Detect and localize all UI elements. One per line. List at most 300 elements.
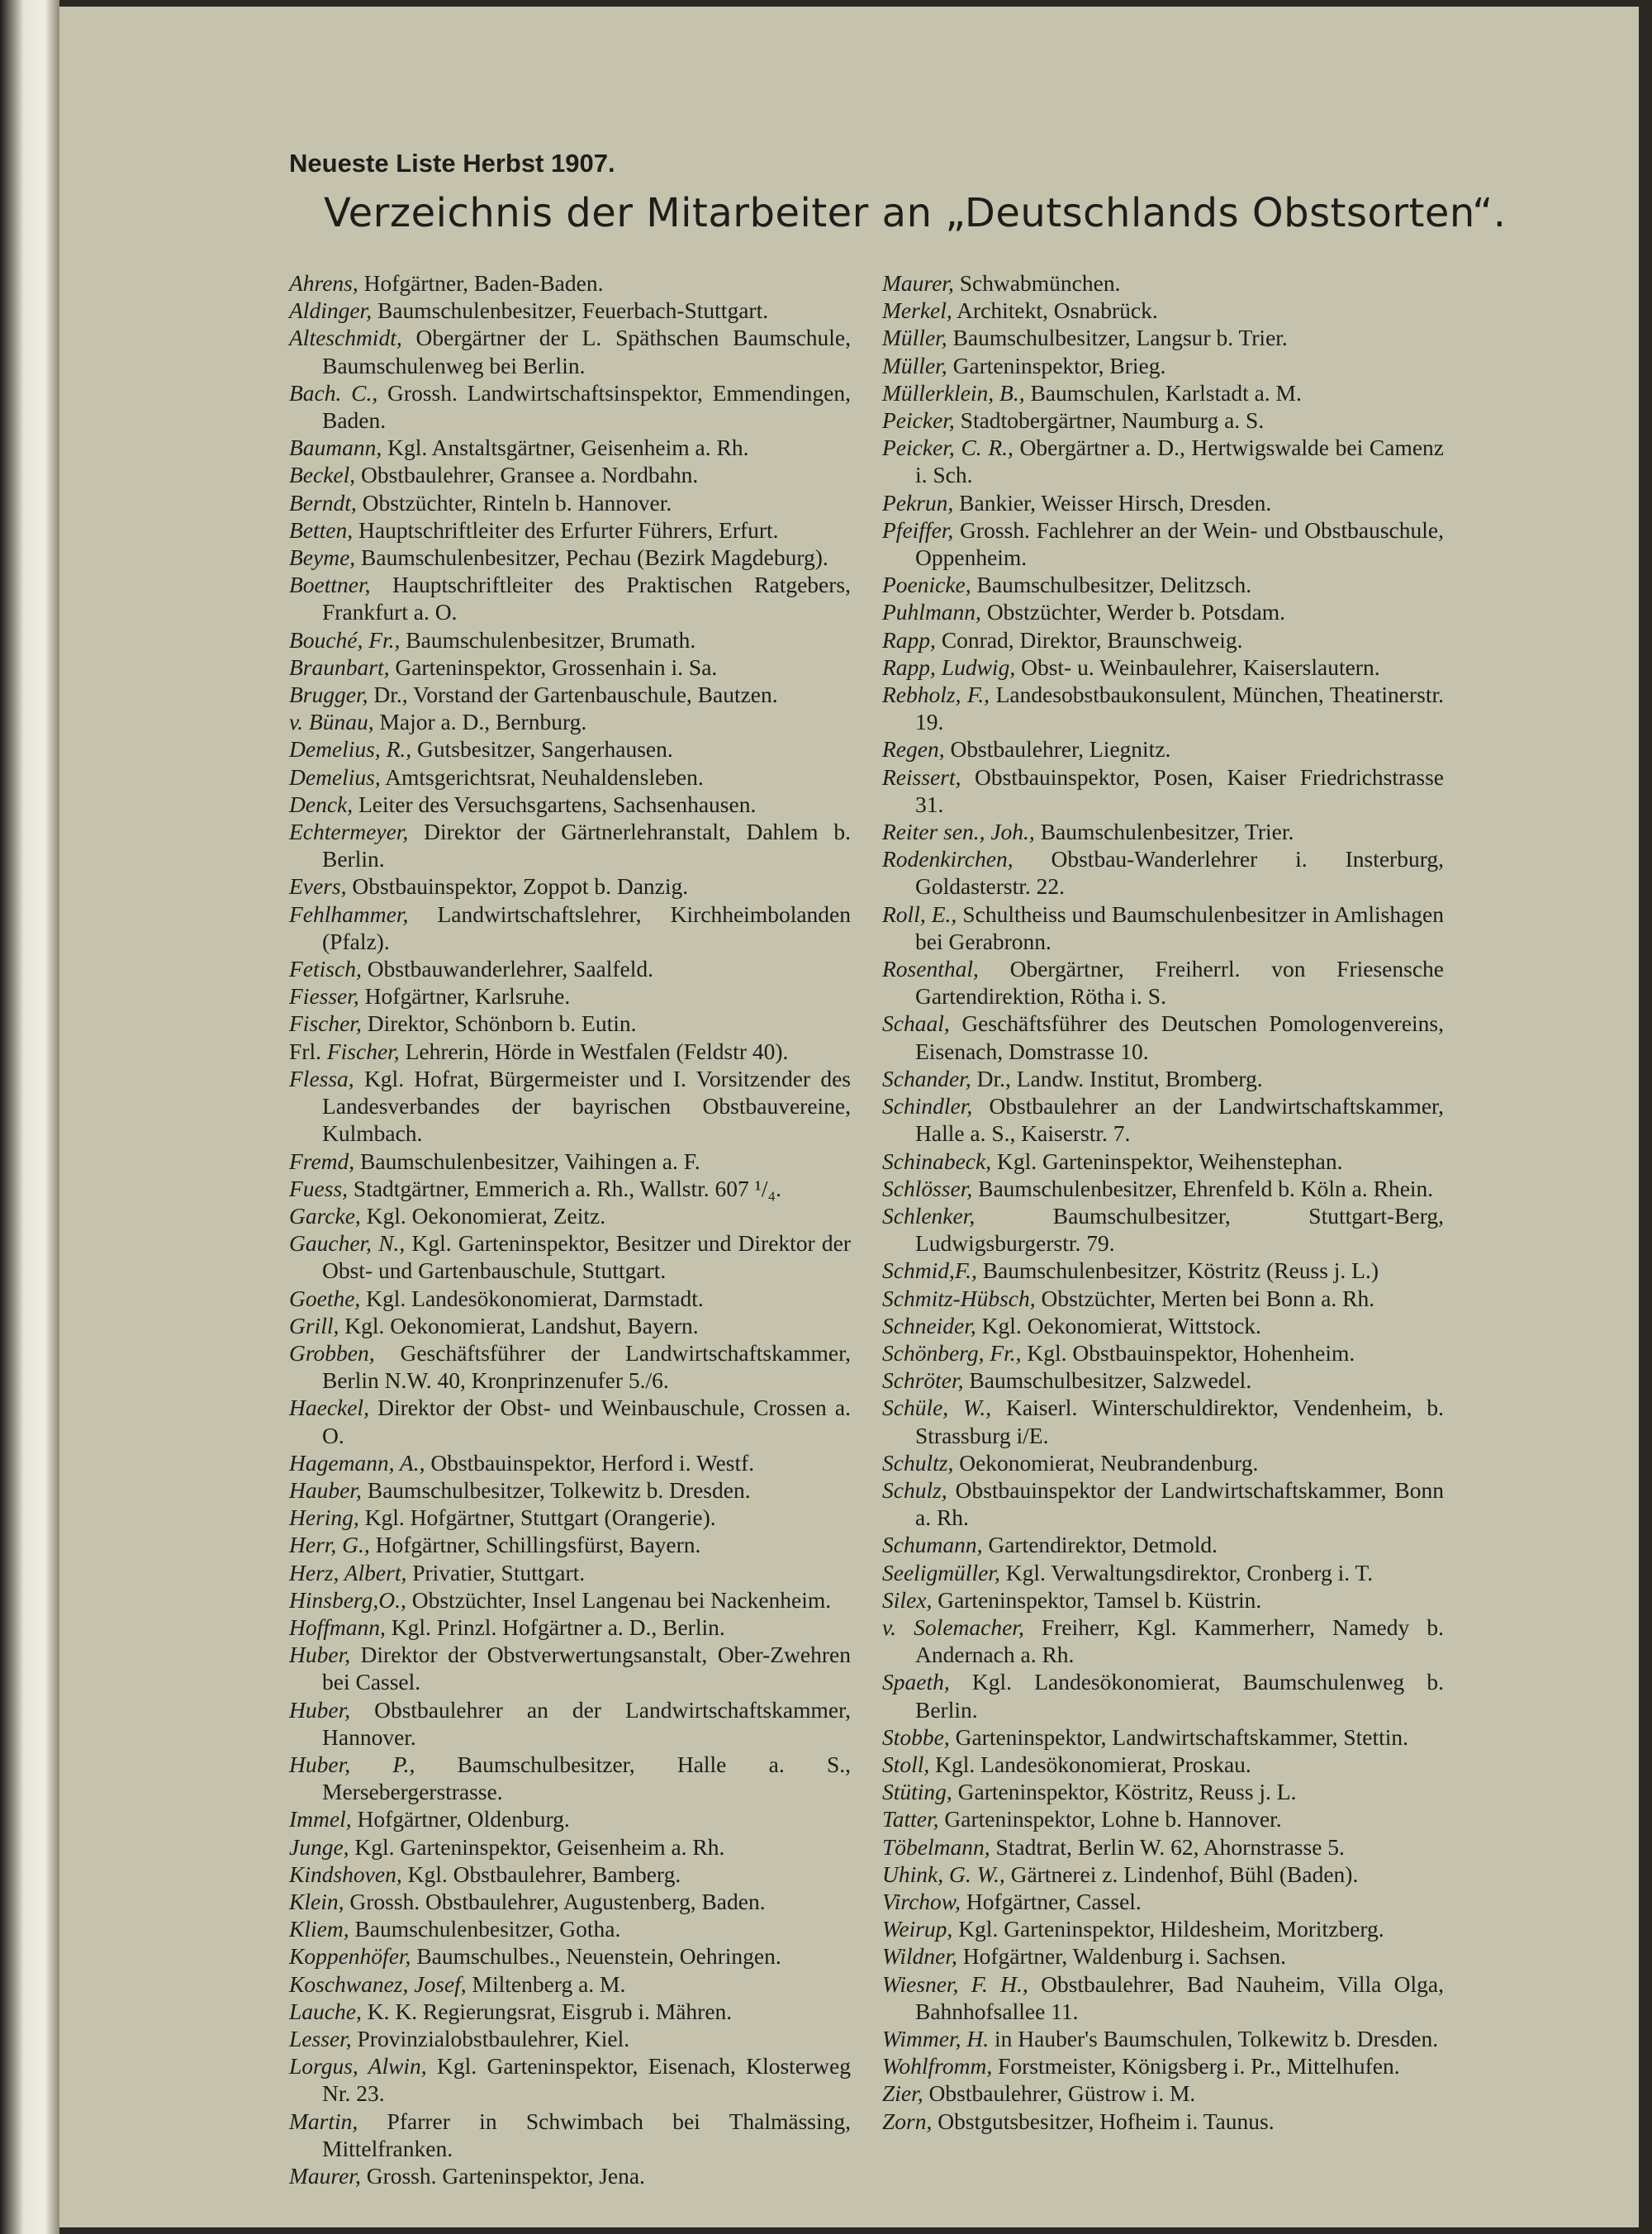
entry-name: Schinabeck, xyxy=(882,1148,992,1174)
entry-details: Obstbaulehrer an der Landwirtschaftskammer, Halle a. S., Kaiserstr. 7. xyxy=(915,1093,1444,1147)
list-entry xyxy=(289,1696,851,1751)
list-entry xyxy=(882,1915,1444,1942)
entry-details: Kgl. Prinzl. Hofgärtner a. D., Berlin. xyxy=(385,1614,725,1640)
entry-details: Conrad, Direktor, Braunschweig. xyxy=(935,626,1243,653)
list-entry xyxy=(289,654,851,681)
entry-name: Maurer, xyxy=(289,2163,361,2189)
entry-details: Baumschulbesitzer, Delitzsch. xyxy=(971,572,1252,598)
entry-details: Hofgärtner, Oldenburg. xyxy=(351,1806,570,1832)
list-entry xyxy=(882,406,1444,434)
entry-details: Kgl. Hofrat, Bürgermeister und I. Vorsitzender des Landesverbandes der bayrischen Obstbauvereine, Kulmbach. xyxy=(322,1065,851,1147)
entry-details: Baumschulenbesitzer, Brumath. xyxy=(400,626,696,653)
entry-details: Obergärtner a. D., Hertwigswalde bei Camenz i. Sch. xyxy=(915,435,1444,488)
list-entry xyxy=(289,1285,851,1312)
entry-details: Baumschulenbesitzer, Köstritz (Reuss j. L.) xyxy=(976,1257,1379,1284)
entry-details: Gartendirektor, Detmold. xyxy=(982,1532,1218,1558)
entry-name: Koschwanez, Josef, xyxy=(289,1970,467,1997)
entry-name: Uhink, G. W., xyxy=(882,1861,1005,1887)
entry-details: Garteninspektor, Grossenhain i. Sa. xyxy=(389,654,718,680)
entry-details: Obstzüchter, Rinteln b. Hannover. xyxy=(356,489,672,516)
entry-details: in Hauber's Baumschulen, Tolkewitz b. Dresden. xyxy=(989,2026,1439,2051)
entry-name: Berndt, xyxy=(289,489,357,516)
entry-details: Stadtgärtner, Emmerich a. Rh., Wallstr. 607 ¹/₄. xyxy=(348,1175,782,1201)
entry-name: Boettner, xyxy=(289,572,371,598)
entry-details: Baumschulbesitzer, Salzwedel. xyxy=(963,1367,1252,1394)
entry-name: Schmitz-Hübsch, xyxy=(882,1285,1036,1311)
entry-name: Schander, xyxy=(882,1065,971,1091)
entry-details: Garteninspektor, Lohne b. Hannover. xyxy=(938,1806,1282,1832)
list-entry xyxy=(882,269,1444,297)
entry-details: Obstbaulehrer, Gransee a. Nordbahn. xyxy=(355,462,699,488)
list-entry xyxy=(882,2052,1444,2080)
entry-details: Hauptschriftleiter des Erfurter Führers, Erfurt. xyxy=(353,516,779,543)
entry-prefix: Frl. xyxy=(289,1038,327,1064)
list-entry xyxy=(289,1312,851,1339)
entry-name: Maurer, xyxy=(882,270,954,296)
entry-name: Bouché, Fr., xyxy=(289,626,401,653)
entry-name: Reiter sen., Joh., xyxy=(882,819,1035,845)
entry-name: Zier, xyxy=(882,2080,923,2107)
entry-details: Grossh. Obstbaulehrer, Augustenberg, Baden. xyxy=(344,1888,766,1914)
entry-details: Geschäftsführer der Landwirtschaftskammer, Berlin N.W. 40, Kronprinzenufer 5./6. xyxy=(322,1339,851,1394)
entry-details: Architekt, Osnabrück. xyxy=(952,297,1158,324)
list-entry xyxy=(882,763,1444,818)
list-entry xyxy=(289,1614,851,1641)
list-entry xyxy=(289,1449,851,1476)
entry-name: Echtermeyer, xyxy=(289,819,409,845)
list-entry xyxy=(882,1339,1444,1367)
list-entry xyxy=(882,1148,1444,1175)
entry-name: Rosenthal, xyxy=(882,956,979,982)
entry-name: Müller, xyxy=(882,352,947,378)
list-entry xyxy=(289,1038,851,1065)
entry-name: Lorgus, Alwin, xyxy=(289,2053,427,2080)
entry-name: Schulz, xyxy=(882,1476,947,1503)
list-entry xyxy=(289,2162,851,2189)
entry-details: Garteninspektor, Tamsel b. Küstrin. xyxy=(932,1586,1262,1613)
entry-details: Baumschulenbesitzer, Trier. xyxy=(1034,819,1294,845)
list-entry xyxy=(882,1065,1444,1092)
list-entry xyxy=(289,1751,851,1805)
list-entry xyxy=(289,1339,851,1394)
list-entry xyxy=(289,1148,851,1175)
entry-name: Grobben, xyxy=(289,1339,375,1366)
list-entry xyxy=(882,818,1444,845)
list-entry xyxy=(289,1394,851,1448)
entry-name: Schönberg, Fr., xyxy=(882,1339,1022,1366)
list-entry xyxy=(882,571,1444,598)
list-entry xyxy=(289,1641,851,1695)
entry-name: Evers, xyxy=(289,873,347,900)
entry-name: Fetisch, xyxy=(289,956,362,982)
entry-details: Kgl. Garteninspektor, Eisenach, Klosterweg Nr. 23. xyxy=(322,2053,851,2107)
entry-details: Dr., Landw. Institut, Bromberg. xyxy=(971,1065,1263,1091)
entry-name: Lauche, xyxy=(289,1998,362,2024)
entry-details: Hofgärtner, Waldenburg i. Sachsen. xyxy=(957,1943,1287,1970)
entry-details: Oekonomierat, Neubrandenburg. xyxy=(953,1449,1259,1476)
list-entry xyxy=(882,1449,1444,1476)
entry-details: Obstbauinspektor der Landwirtschaftskammer, Bonn a. Rh. xyxy=(915,1476,1444,1531)
list-entry xyxy=(882,1614,1444,1668)
list-entry xyxy=(882,324,1444,351)
entry-name: Schlösser, xyxy=(882,1175,973,1201)
entry-details: Landwirtschaftslehrer, Kirchheimbolanden (Pfalz). xyxy=(322,901,851,954)
book-binding xyxy=(0,0,59,2234)
entry-details: Kgl. Verwaltungsdirektor, Cronberg i. T. xyxy=(999,1559,1374,1585)
list-entry xyxy=(289,1805,851,1832)
entry-name: Schumann, xyxy=(882,1532,983,1558)
entry-name: Pekrun, xyxy=(882,489,954,516)
entry-name: Weirup, xyxy=(882,1916,953,1942)
entry-name: Müllerklein, B., xyxy=(882,379,1025,406)
list-entry xyxy=(289,763,851,791)
list-entry xyxy=(289,1559,851,1586)
entry-details: Kgl. Garteninspektor, Weihenstephan. xyxy=(991,1148,1343,1174)
entry-details: Major a. D., Bernburg. xyxy=(373,709,587,735)
entry-name: Hagemann, A., xyxy=(289,1449,425,1476)
entry-details: Baumschulen, Karlstadt a. M. xyxy=(1024,379,1302,406)
list-entry xyxy=(882,1805,1444,1832)
entry-details: Kgl. Hofgärtner, Stuttgart (Orangerie). xyxy=(358,1504,716,1531)
entry-details: Geschäftsführer des Deutschen Pomologenvereins, Eisenach, Domstrasse 10. xyxy=(915,1010,1444,1064)
entry-name: Koppenhöfer, xyxy=(289,1943,411,1970)
entry-details: Obst- u. Weinbaulehrer, Kaiserslautern. xyxy=(1015,654,1380,680)
list-entry xyxy=(882,1586,1444,1614)
list-entry xyxy=(289,544,851,571)
entry-details: Obstzüchter, Insel Langenau bei Nackenheim. xyxy=(406,1586,832,1613)
entry-name: Haeckel, xyxy=(289,1395,369,1421)
entry-name: v. Solemacher, xyxy=(882,1614,1024,1640)
entry-details: Obergärtner, Freiherrl. von Friesensche Gartendirektion, Rötha i. S. xyxy=(915,956,1444,1010)
entry-name: Fiesser, xyxy=(289,983,359,1010)
entry-name: Grill, xyxy=(289,1312,339,1338)
page-title: Verzeichnis der Mitarbeiter an „Deutschlands Obstsorten“. xyxy=(324,190,1507,236)
entry-details: Direktor der Obstverwertungsanstalt, Ober-Zwehren bei Cassel. xyxy=(322,1642,851,1695)
entry-name: Denck, xyxy=(289,791,354,817)
left-column xyxy=(289,269,851,2189)
entry-details: Obstgutsbesitzer, Hofheim i. Taunus. xyxy=(932,2108,1275,2134)
list-entry xyxy=(289,324,851,378)
list-entry xyxy=(882,1285,1444,1312)
list-entry xyxy=(882,1888,1444,1915)
list-entry xyxy=(882,1942,1444,1970)
list-entry xyxy=(289,791,851,818)
entry-details: Kgl. Oekonomierat, Zeitz. xyxy=(360,1202,606,1229)
list-entry xyxy=(289,626,851,654)
entry-name: Puhlmann, xyxy=(882,599,981,625)
entry-details: Grossh. Garteninspektor, Jena. xyxy=(360,2163,645,2189)
entry-name: Demelius, R., xyxy=(289,736,412,763)
entry-name: Wimmer, H. xyxy=(882,2026,990,2051)
entry-details: Leiter des Versuchsgartens, Sachsenhausen. xyxy=(353,791,757,817)
list-entry xyxy=(289,2108,851,2162)
list-entry xyxy=(882,901,1444,955)
list-entry xyxy=(289,1942,851,1970)
entry-name: Schröter, xyxy=(882,1367,964,1394)
entry-name: Hauber, xyxy=(289,1476,362,1503)
entry-details: Hauptschriftleiter des Praktischen Ratgebers, Frankfurt a. O. xyxy=(322,572,851,625)
entry-details: Obstbau-Wanderlehrer i. Insterburg, Goldasterstr. 22. xyxy=(915,846,1444,900)
list-entry xyxy=(882,1202,1444,1257)
entry-details: Kgl. Garteninspektor, Hildesheim, Moritzberg. xyxy=(952,1916,1384,1942)
entry-details: Baumschulenbesitzer, Gotha. xyxy=(349,1916,621,1942)
entry-details: Kgl. Obstbaulehrer, Bamberg. xyxy=(401,1861,681,1887)
list-entry xyxy=(289,1888,851,1915)
entry-name: Schneider, xyxy=(882,1312,976,1338)
entry-name: Fischer, xyxy=(289,1010,362,1037)
entry-name: Kindshoven, xyxy=(289,1861,402,1887)
list-entry xyxy=(289,982,851,1010)
entry-details: Obstbauinspektor, Posen, Kaiser Friedrichstrasse 31. xyxy=(915,763,1444,817)
list-entry xyxy=(882,1723,1444,1751)
entry-name: Regen, xyxy=(882,736,945,763)
entry-details: Baumschulenbesitzer, Ehrenfeld b. Köln a. Rhein. xyxy=(972,1175,1434,1201)
entry-name: Wiesner, F. H., xyxy=(882,1970,1028,1997)
entry-details: Forstmeister, Königsberg i. Pr., Mittelhufen. xyxy=(992,2053,1400,2080)
list-entry xyxy=(882,2108,1444,2135)
entry-details: Obstzüchter, Merten bei Bonn a. Rh. xyxy=(1035,1285,1375,1311)
entry-details: Hofgärtner, Baden-Baden. xyxy=(358,270,604,296)
entry-name: Hinsberg,O., xyxy=(289,1586,406,1613)
list-entry xyxy=(289,1970,851,1998)
entry-details: Obstbauwanderlehrer, Saalfeld. xyxy=(361,956,654,982)
entry-name: Braunbart, xyxy=(289,654,390,680)
entry-name: Spaeth, xyxy=(882,1669,950,1695)
entry-name: Huber, P., xyxy=(289,1751,415,1777)
entry-details: Obergärtner der L. Späthschen Baumschule, Baumschulenweg bei Berlin. xyxy=(322,325,851,378)
list-entry xyxy=(289,2025,851,2052)
entry-name: Rodenkirchen, xyxy=(882,846,1014,872)
entry-details: Garteninspektor, Landwirtschaftskammer, Stettin. xyxy=(949,1723,1409,1750)
list-entry xyxy=(289,516,851,544)
list-entry xyxy=(289,681,851,708)
entry-name: Hoffmann, xyxy=(289,1614,386,1640)
entry-name: Stobbe, xyxy=(882,1723,950,1750)
list-entry xyxy=(882,1778,1444,1805)
list-entry xyxy=(882,1010,1444,1064)
list-entry xyxy=(882,1257,1444,1284)
list-entry xyxy=(882,681,1444,735)
list-entry xyxy=(882,1861,1444,1888)
list-entry xyxy=(289,1861,851,1888)
list-entry xyxy=(882,434,1444,488)
entry-details: Stadtobergärtner, Naumburg a. S. xyxy=(954,407,1265,434)
entry-details: Kaiserl. Winterschuldirektor, Vendenheim, b. Strassburg i/E. xyxy=(915,1395,1444,1448)
list-entry xyxy=(882,845,1444,900)
entry-name: Seeligmüller, xyxy=(882,1559,1000,1585)
entry-name: Junge, xyxy=(289,1833,349,1860)
entry-name: Virchow, xyxy=(882,1888,961,1914)
list-entry xyxy=(882,654,1444,681)
list-entry xyxy=(882,1175,1444,1202)
entry-name: Rapp, xyxy=(882,626,936,653)
entry-name: Reissert, xyxy=(882,763,961,790)
entry-details: Obstbaulehrer, Liegnitz. xyxy=(944,736,1171,763)
entry-name: Schüle, W., xyxy=(882,1395,992,1421)
entry-details: Garteninspektor, Köstritz, Reuss j. L. xyxy=(952,1779,1297,1805)
list-entry xyxy=(289,818,851,872)
entry-details: Kgl. Obstbauinspektor, Hohenheim. xyxy=(1021,1339,1355,1366)
list-entry xyxy=(289,1915,851,1942)
entry-name: Tatter, xyxy=(882,1806,939,1832)
entry-name: Klein, xyxy=(289,1888,344,1914)
list-entry xyxy=(882,735,1444,763)
entry-details: Kgl. Garteninspektor, Geisenheim a. Rh. xyxy=(349,1833,725,1860)
list-entry xyxy=(289,1504,851,1531)
entry-details: Obstbauinspektor, Zoppot b. Danzig. xyxy=(346,873,689,900)
entry-name: Schmid,F., xyxy=(882,1257,977,1284)
entry-name: Silex, xyxy=(882,1586,933,1613)
entry-name: Poenicke, xyxy=(882,572,971,598)
entry-details: Kgl. Oekonomierat, Landshut, Bayern. xyxy=(339,1312,699,1338)
entry-details: Hofgärtner, Karlsruhe. xyxy=(358,983,571,1010)
entry-details: Kgl. Landesökonomierat, Proskau. xyxy=(929,1751,1251,1777)
entry-details: Baumschulbes., Neuenstein, Oehringen. xyxy=(411,1943,781,1970)
list-entry xyxy=(289,1998,851,2025)
entry-name: Rapp, Ludwig, xyxy=(882,654,1016,680)
entry-name: Huber, xyxy=(289,1696,351,1723)
entry-details: Gärtnerei z. Lindenhof, Bühl (Baden). xyxy=(1004,1861,1359,1887)
entry-details: Baumschulenbesitzer, Feuerbach-Stuttgart. xyxy=(372,297,769,324)
entry-name: Fremd, xyxy=(289,1148,355,1174)
entry-name: Peicker, C. R., xyxy=(882,435,1014,461)
entry-details: Kgl. Oekonomierat, Wittstock. xyxy=(976,1312,1261,1338)
entry-details: Direktor, Schönborn b. Eutin. xyxy=(361,1010,637,1037)
entry-name: Bach. C., xyxy=(289,379,378,406)
list-entry xyxy=(289,489,851,516)
entry-name: Herz, Albert, xyxy=(289,1559,407,1585)
list-entry xyxy=(289,2052,851,2107)
entry-details: Miltenberg a. M. xyxy=(466,1970,626,1997)
list-entry xyxy=(882,626,1444,654)
list-entry xyxy=(289,269,851,297)
list-entry xyxy=(289,1175,851,1202)
entry-details: Provinzialobstbaulehrer, Kiel. xyxy=(351,2026,630,2051)
entry-name: Garcke, xyxy=(289,1202,361,1229)
list-entry xyxy=(882,1559,1444,1586)
entry-details: Baumschulbesitzer, Langsur b. Trier. xyxy=(947,325,1288,351)
list-entry xyxy=(882,1751,1444,1778)
entry-name: Goethe, xyxy=(289,1285,361,1311)
list-entry xyxy=(289,1586,851,1614)
list-entry xyxy=(882,1476,1444,1531)
list-entry xyxy=(882,1531,1444,1558)
list-entry xyxy=(289,297,851,324)
entry-details: Hofgärtner, Schillingsfürst, Bayern. xyxy=(369,1532,701,1558)
list-entry xyxy=(289,1476,851,1504)
entry-name: Ahrens, xyxy=(289,270,358,296)
list-entry xyxy=(289,1531,851,1558)
entry-name: Zorn, xyxy=(882,2108,933,2134)
entry-details: Privatier, Stuttgart. xyxy=(406,1559,586,1585)
entry-name: Gaucher, N., xyxy=(289,1230,406,1257)
entry-name: Schindler, xyxy=(882,1093,973,1119)
list-entry xyxy=(882,379,1444,406)
entry-name: v. Bünau, xyxy=(289,709,374,735)
entry-details: Obstbaulehrer, Bad Nauheim, Villa Olga, Bahnhofsallee 11. xyxy=(915,1970,1444,2024)
entry-details: Grossh. Fachlehrer an der Wein- und Obstbauschule, Oppenheim. xyxy=(915,516,1444,571)
entry-name: Kliem, xyxy=(289,1916,349,1942)
entry-name: Stoll, xyxy=(882,1751,930,1777)
entry-details: Gutsbesitzer, Sangerhausen. xyxy=(411,736,673,763)
entry-details: Baumschulenbesitzer, Vaihingen a. F. xyxy=(354,1148,700,1174)
list-entry xyxy=(289,379,851,434)
entry-details: Dr., Vorstand der Gartenbauschule, Bautzen. xyxy=(368,682,778,708)
entry-details: Baumschulenbesitzer, Pechau (Bezirk Magdeburg). xyxy=(355,544,828,571)
list-entry xyxy=(882,352,1444,379)
entry-name: Beyme, xyxy=(289,544,356,571)
entry-details: Freiherr, Kgl. Kammerherr, Namedy b. Andernach a. Rh. xyxy=(915,1614,1445,1668)
entry-details: Obstbaulehrer an der Landwirtschaftskammer, Hannover. xyxy=(322,1696,851,1750)
entry-name: Müller, xyxy=(882,325,947,351)
entry-name: Töbelmann, xyxy=(882,1833,990,1860)
entry-details: Pfarrer in Schwimbach bei Thalmässing, Mittelfranken. xyxy=(322,2108,851,2161)
entry-name: Wohlfromm, xyxy=(882,2053,993,2080)
entry-name: Immel, xyxy=(289,1806,352,1832)
entry-details: Amtsgerichtsrat, Neuhaldensleben. xyxy=(380,763,704,790)
entry-details: Direktor der Obst- und Weinbauschule, Crossen a. O. xyxy=(322,1395,851,1448)
list-entry xyxy=(882,1092,1444,1147)
entry-details: Obstzüchter, Werder b. Potsdam. xyxy=(980,599,1286,625)
list-entry xyxy=(882,2080,1444,2107)
list-entry xyxy=(289,1833,851,1861)
entry-name: Wildner, xyxy=(882,1943,957,1970)
entry-details: Schwabmünchen. xyxy=(953,270,1121,296)
entry-details: Baumschulbesitzer, Halle a. S., Mersebergerstrasse. xyxy=(322,1751,851,1805)
list-entry xyxy=(882,489,1444,516)
entry-name: Brugger, xyxy=(289,682,368,708)
entry-details: Kgl. Anstaltsgärtner, Geisenheim a. Rh. xyxy=(382,435,749,461)
entry-details: Landesobstbaukonsulent, München, Theatinerstr. 19. xyxy=(915,682,1444,735)
entry-details: Bankier, Weisser Hirsch, Dresden. xyxy=(953,489,1272,516)
list-entry xyxy=(882,1312,1444,1339)
entry-name: Schultz, xyxy=(882,1449,954,1476)
entry-details: Baumschulbesitzer, Stuttgart-Berg, Ludwigsburgerstr. 79. xyxy=(915,1202,1444,1257)
list-entry xyxy=(882,1970,1444,2025)
entry-name: Baumann, xyxy=(289,435,382,461)
list-header: Neueste Liste Herbst 1907. xyxy=(289,149,615,178)
entry-name: Huber, xyxy=(289,1642,351,1668)
entry-details: Grossh. Landwirtschaftsinspektor, Emmendingen, Baden. xyxy=(322,379,851,434)
entry-details: Hofgärtner, Cassel. xyxy=(960,1888,1142,1914)
list-entry xyxy=(289,901,851,955)
entry-name: Beckel, xyxy=(289,462,356,488)
entry-name: Roll, E., xyxy=(882,901,957,927)
entry-name: Betten, xyxy=(289,516,354,543)
document-page xyxy=(59,7,1639,2227)
list-entry xyxy=(289,434,851,461)
list-entry xyxy=(882,1668,1444,1723)
entry-name: Fehlhammer, xyxy=(289,901,409,927)
entry-details: Baumschulbesitzer, Tolkewitz b. Dresden. xyxy=(361,1476,751,1503)
entry-details: Direktor der Gärtnerlehranstalt, Dahlem b. Berlin. xyxy=(322,819,851,872)
entry-name: Peicker, xyxy=(882,407,955,434)
entry-details: Lehrerin, Hörde in Westfalen (Feldstr 40). xyxy=(399,1038,789,1064)
list-entry xyxy=(882,1367,1444,1394)
list-entry xyxy=(882,1394,1444,1448)
entry-name: Lesser, xyxy=(289,2026,352,2051)
entry-details: Obstbauinspektor, Herford i. Westf. xyxy=(425,1449,755,1476)
list-entry xyxy=(289,571,851,625)
list-entry xyxy=(882,1833,1444,1861)
list-entry xyxy=(289,955,851,982)
entry-details: Kgl. Landesökonomierat, Darmstadt. xyxy=(360,1285,704,1311)
entry-name: Demelius, xyxy=(289,763,381,790)
entry-name: Fischer, xyxy=(326,1038,400,1064)
entry-name: Schaal, xyxy=(882,1010,950,1037)
list-entry xyxy=(882,955,1444,1010)
entry-details: K. K. Regierungsrat, Eisgrub i. Mähren. xyxy=(361,1998,733,2024)
